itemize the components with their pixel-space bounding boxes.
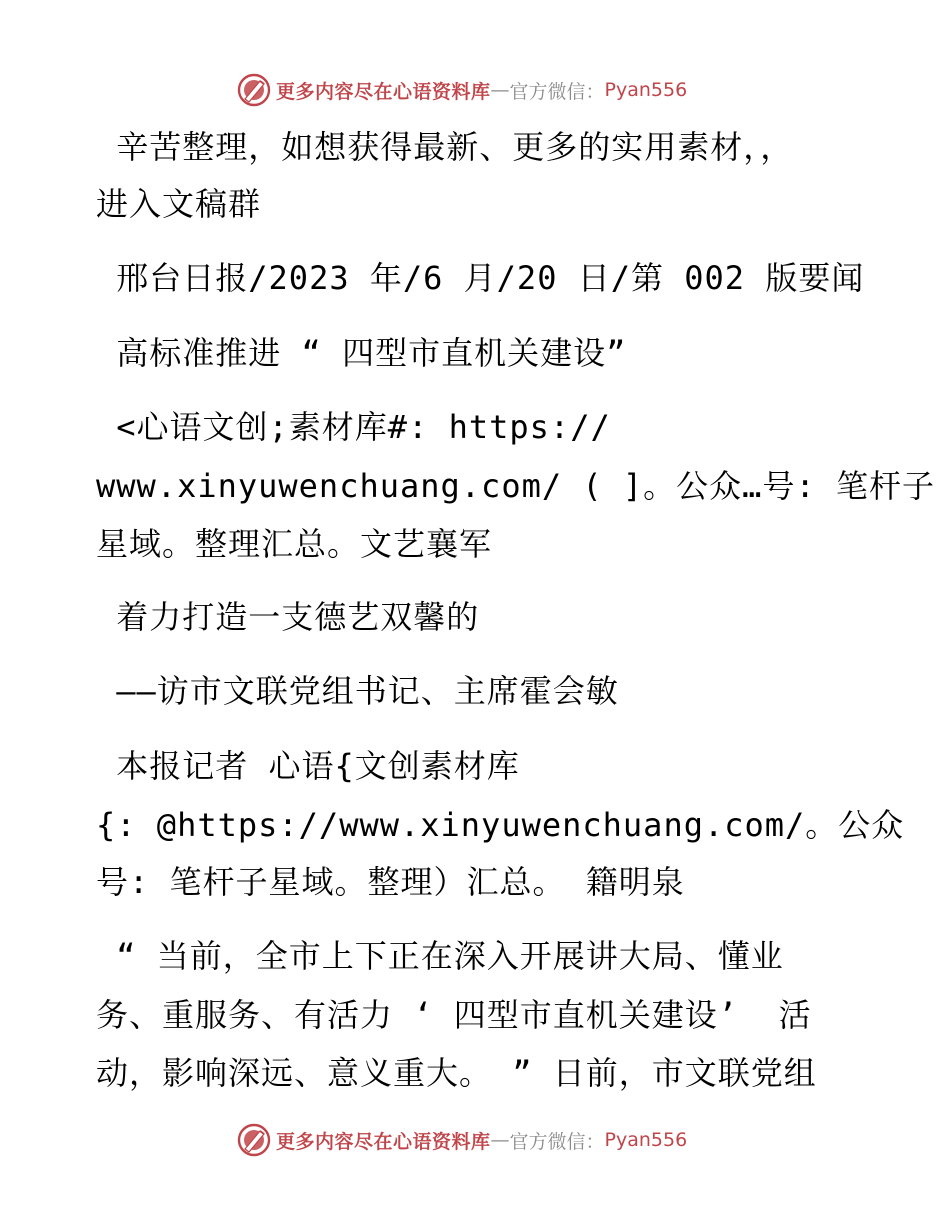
text-line: 着力打造一支德艺双馨的	[96, 598, 480, 636]
footer-watermark-banner	[236, 1120, 687, 1160]
pen-seal-logo-icon	[236, 1122, 272, 1158]
banner-main-text: 更多内容尽在心语资料库	[276, 1130, 491, 1153]
banner-wechat-id: Pyan556	[604, 1129, 688, 1151]
banner-official-label: 官方微信：	[509, 1130, 605, 1153]
text-line: 务、重服务、有活力 ‘ 四型市直机关建设’ 活	[96, 996, 812, 1034]
text-line: 进入文稿群	[96, 185, 262, 223]
text-line: ——访市文联党组书记、主席霍会敏	[96, 672, 619, 710]
text-line: 高标准推进 “ 四型市直机关建设”	[96, 334, 627, 372]
banner-separator: —	[490, 79, 510, 101]
banner-separator: —	[490, 1129, 510, 1151]
text-line: 本报记者 心语{文创素材库	[96, 747, 520, 785]
text-line: 邢台日报/2023 年/6 月/20 日/第 002 版要闻	[96, 259, 865, 297]
text-line: “ 当前，全市上下正在深入开展讲大局、懂业	[96, 937, 784, 975]
text-line: 动，影响深远、意义重大。 ” 日前，市文联党组	[96, 1054, 817, 1092]
text-line: {: @https://www.xinyuwenchuang.com/。公众	[96, 806, 905, 844]
banner-main-text: 更多内容尽在心语资料库	[276, 80, 491, 103]
text-line: 辛苦整理，如想获得最新、更多的实用素材，，	[96, 128, 794, 166]
text-line: www.xinyuwenchuang.com/ ( ]。公众…号: 笔杆子	[96, 467, 935, 505]
banner-official-label: 官方微信：	[509, 80, 605, 103]
text-line: 号: 笔杆子星域。整理）汇总。 籍明泉	[96, 863, 685, 901]
banner-wechat-id: Pyan556	[604, 79, 688, 101]
text-line: 星域。整理汇总。文艺襄军	[96, 525, 493, 563]
text-line: <心语文创;素材库#: https://	[96, 408, 611, 446]
